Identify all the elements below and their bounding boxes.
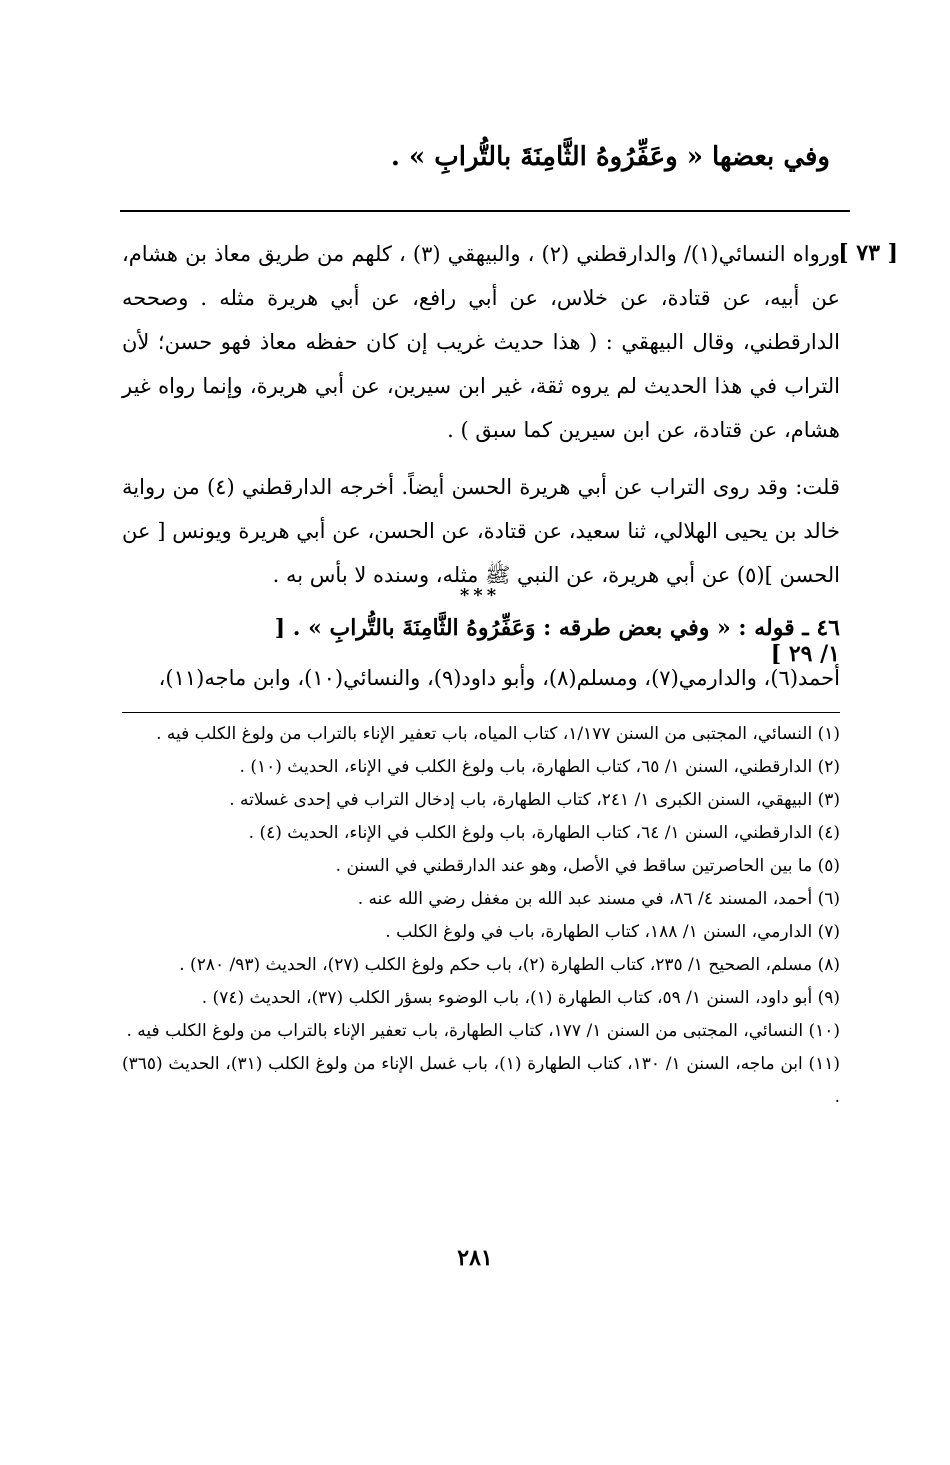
header-rule <box>120 210 850 212</box>
page-number: ٢٨١ <box>457 1245 493 1271</box>
footnotes <box>122 718 840 1114</box>
footnote-2: (٢) الدارقطني، السنن ١/ ٦٥، كتاب الطهارة، باب ولوغ الكلب في الإناء، الحديث (١٠) . <box>239 757 840 777</box>
margin-number: [ ٧٣ ] <box>838 240 898 266</box>
footnote-9: (٩) أبو داود، السنن ١/ ٥٩، كتاب الطهارة (١)، باب الوضوء بسؤر الكلب (٣٧)، الحديث (٧٤) . <box>201 988 840 1008</box>
section-line: أحمد(٦)، والدارمي(٧)، ومسلم(٨)، وأبو داود(٩)، والنسائي(١٠)، وابن ماجه(١١)، <box>158 666 840 690</box>
running-header: وفي بعضها « وعَفِّرُوهُ الثَّامِنَةَ بالتُّرابِ » . <box>390 142 830 172</box>
section-heading: ٤٦ ـ قوله : « وفي بعض طرقه : وَعَفِّرُوهُ الثَّامِنَةَ بالتُّرابِ » . [ ١/ ٢٩ ] <box>274 615 840 667</box>
footnote-11: (١١) ابن ماجه، السنن ١/ ١٣٠، كتاب الطهارة (١)، باب غسل الإناء من ولوغ الكلب (٣١)، الحديث (٣٦٥) . <box>122 1054 840 1107</box>
separator-stars: *** <box>459 585 501 606</box>
footnote-6: (٦) أحمد، المسند ٤/ ٨٦، في مسند عبد الله بن مغفل رضي الله عنه . <box>357 889 840 909</box>
footnote-3: (٣) البيهقي، السنن الكبرى ١/ ٢٤١، كتاب الطهارة، باب إدخال التراب في إحدى غسلاته . <box>229 790 840 810</box>
paragraph-2: قلت: وقد روى التراب عن أبي هريرة الحسن أيضاً. أخرجه الدارقطني (٤) من رواية خالد بن يحيى الهلالي، ثنا سعيد، عن قتادة، عن الحسن، عن أبي هريرة ويونس [ عن الحسن ](٥) عن أبي هريرة، عن النبي ﷺ مثله، وسنده لا بأس به . <box>122 475 840 587</box>
footnote-rule <box>122 712 840 713</box>
footnote-8: (٨) مسلم، الصحيح ١/ ٢٣٥، كتاب الطهارة (٢)، باب حكم ولوغ الكلب (٢٧)، الحديث (٩٣/ ٢٨٠) . <box>179 955 840 975</box>
footnote-4: (٤) الدارقطني، السنن ١/ ٦٤، كتاب الطهارة، باب ولوغ الكلب في الإناء، الحديث (٤) . <box>248 823 840 843</box>
footnote-1: (١) النسائي، المجتبى من السنن ١/١٧٧، كتاب المياه، باب تعفير الإناء بالتراب من ولوغ الكلب فيه . <box>156 724 840 744</box>
paragraph-1: ورواه النسائي(١)/ والدارقطني (٢) ، والبيهقي (٣) ، كلهم من طريق معاذ بن هشام، عن أبيه، عن قتادة، عن خلاس، عن أبي رافع، عن أبي هريرة مثله . وصححه الدارقطني، وقال البيهقي : ( هذا حديث غريب إن كان حفظه معاذ فهو حسن؛ لأن التراب في هذا الحديث لم يروه ثقة، غير ابن سيرين، عن أبي هريرة، وإنما رواه غير هشام، عن قتادة، عن ابن سيرين كما سبق ) . <box>122 242 840 442</box>
footnote-5: (٥) ما بين الحاصرتين ساقط في الأصل، وهو عند الدارقطني في السنن . <box>335 856 840 876</box>
footnote-7: (٧) الدارمي، السنن ١/ ١٨٨، كتاب الطهارة، باب في ولوغ الكلب . <box>385 922 840 942</box>
footnote-10: (١٠) النسائي، المجتبى من السنن ١/ ١٧٧، كتاب الطهارة، باب تعفير الإناء بالتراب من ولوغ الكلب فيه . <box>126 1021 840 1041</box>
